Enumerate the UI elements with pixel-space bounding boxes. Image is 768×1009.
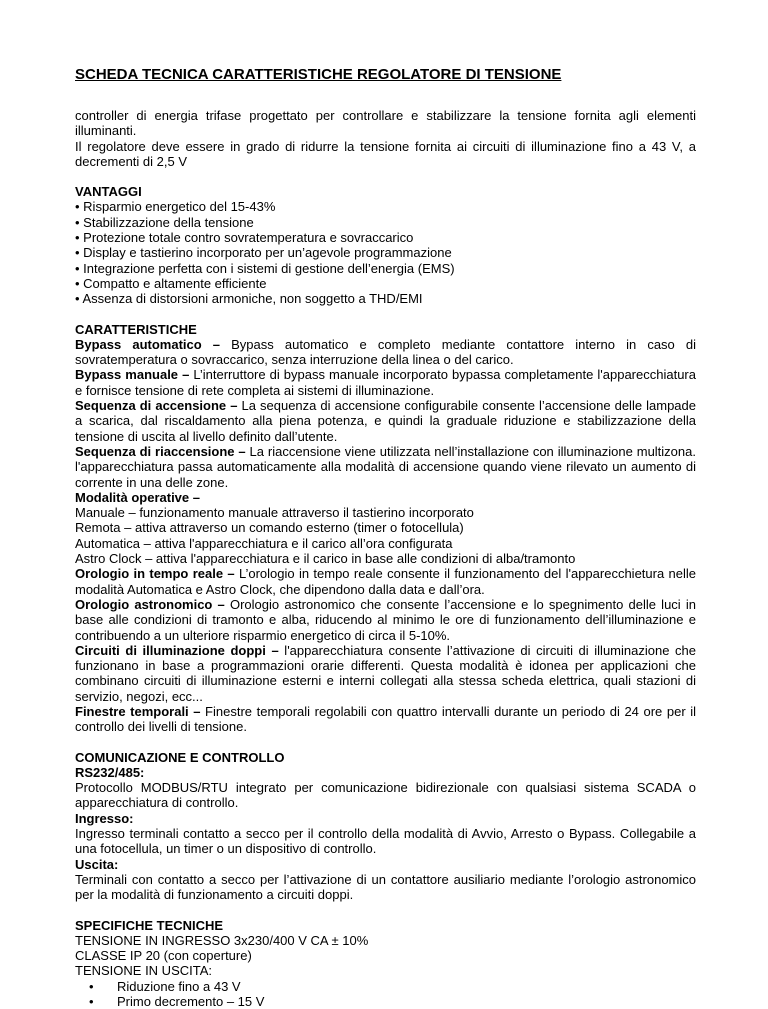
orologio-tempo-reale-paragraph bbox=[75, 566, 696, 597]
comunicazione-heading: COMUNICAZIONE E CONTROLLO bbox=[75, 749, 285, 765]
modalita-item: Automatica – attiva l'apparecchiatura e il carico all’ora configurata bbox=[75, 535, 453, 551]
document-title: SCHEDA TECNICA CARATTERISTICHE REGOLATORE DI TENSIONE bbox=[75, 66, 562, 83]
ingresso-text: Ingresso terminali contatto a secco per il controllo della modalità di Avvio, Arresto o Bypass. Collegabile a una fotocellula, un timer o un dispositivo di controllo. bbox=[75, 826, 696, 857]
circuiti-doppi-label: Circuiti di illuminazione doppi – bbox=[75, 642, 279, 658]
bypass-manuale-label: Bypass manuale – bbox=[75, 367, 190, 383]
sequenza-riaccensione-text: La riaccensione viene utilizzata nell’installazione con illuminazione multizona. l'apparecchiatura passa automaticamente alla modalità di accensione quando viene rilevato un aumento di corrente in una delle zone. bbox=[75, 443, 696, 490]
modalita-operative-label: Modalità operative – bbox=[75, 489, 200, 505]
bullet-icon: • bbox=[89, 978, 94, 994]
list-item: • Display e tastierino incorporato per un’agevole programmazione bbox=[75, 245, 452, 261]
sequenza-accensione-text: La sequenza di accensione configurabile consente l’accensione delle lampade a scarica, dal riscaldamento alla piena potenza, e quindi la graduale riduzione e stabilizzazione della tensione di uscita al livello definito dall’utente. bbox=[75, 398, 696, 444]
bypass-automatico-label: Bypass automatico – bbox=[75, 336, 221, 352]
sequenza-accensione-label: Sequenza di accensione – bbox=[75, 398, 238, 414]
finestre-temporali-label: Finestre temporali – bbox=[75, 703, 201, 719]
modalita-item: Remota – attiva attraverso un comando esterno (timer o fotocellula) bbox=[75, 520, 464, 536]
finestre-temporali-text: Finestre temporali regolabili con quattro intervalli durante un periodo di 24 ore per il controllo dei livelli di tensione. bbox=[75, 703, 696, 735]
modalita-item: Astro Clock – attiva l'apparecchiatura e il carico in base alle condizioni di alba/tramonto bbox=[75, 551, 576, 567]
sequenza-accensione-paragraph bbox=[75, 398, 696, 444]
orologio-astronomico-label: Orologio astronomico – bbox=[75, 596, 225, 612]
bypass-automatico-paragraph bbox=[75, 337, 696, 368]
orologio-tempo-reale-text: L’orologio in tempo reale consente il funzionamento del l'apparecchietura nelle modalità Automatica e Astro Clock, che dipendono dalla data e dall’ora. bbox=[75, 566, 697, 597]
list-item: • Riduzione fino a 43 V bbox=[89, 978, 241, 994]
circuiti-doppi-paragraph bbox=[75, 643, 696, 704]
rs232-text: Protocollo MODBUS/RTU integrato per comunicazione bidirezionale con qualsiasi sistema SCADA o apparecchiatura di controllo. bbox=[75, 780, 696, 811]
list-item: • Protezione totale contro sovratemperatura e sovraccarico bbox=[75, 230, 414, 246]
rs232-label: RS232/485: bbox=[75, 764, 145, 780]
orologio-astronomico-paragraph bbox=[75, 597, 696, 643]
sequenza-riaccensione-paragraph bbox=[75, 444, 696, 490]
circuiti-doppi-text: l'apparecchiatura consente l’attivazione di circuiti di illuminazione che funzionano in base a programmazioni orarie differenti. Questa modalità è idonea per applicazioni che combinano circuiti di illuminazione esterni e interni collegati alla stessa scheda elettrica, quali stazioni di servizio, negozi, ecc... bbox=[75, 642, 696, 704]
list-item: • Assenza di distorsioni armoniche, non soggetto a THD/EMI bbox=[75, 291, 423, 307]
orologio-astronomico-text: Orologio astronomico che consente l’accensione e lo spegnimento delle luci in base alle condizioni di tramonto e alba, riducendo al minimo le ore di funzionamento dell’illuminazione e contribuendo a un ulteriore risparmio energetico di circa il 5-10%. bbox=[75, 596, 697, 643]
modalita-item: Manuale – funzionamento manuale attraverso il tastierino incorporato bbox=[75, 505, 474, 521]
uscita-text: Terminali con contatto a secco per l’attivazione di un contattore ausiliario mediante l’orologio astronomico per la modalità di funzionamento a circuiti doppi. bbox=[75, 871, 696, 903]
intro-paragraph-1: controller di energia trifase progettato per controllare e stabilizzare la tensione fornita agli elementi illuminanti. bbox=[75, 108, 696, 139]
bullet-icon: • bbox=[89, 994, 94, 1009]
bypass-manuale-text: L’interruttore di bypass manuale incorporato bypassa completamente l'apparecchiatura e fornisce tensione di rete completa ai sistemi di illuminazione. bbox=[75, 367, 696, 398]
list-item: • Risparmio energetico del 15-43% bbox=[75, 199, 276, 215]
bypass-automatico-text: Bypass automatico e completo mediante contattore interno in caso di sovratemperatura o sovraccarico, senza interruzione della linea o del carico. bbox=[75, 336, 696, 368]
spec-line: TENSIONE IN INGRESSO 3x230/400 V CA ± 10% bbox=[75, 932, 369, 948]
list-item: • Primo decremento – 15 V bbox=[89, 994, 265, 1009]
vantaggi-list bbox=[75, 199, 696, 306]
specifiche-heading: SPECIFICHE TECNICHE bbox=[75, 917, 224, 933]
list-item: • Integrazione perfetta con i sistemi di gestione dell’energia (EMS) bbox=[75, 260, 455, 276]
vantaggi-heading: VANTAGGI bbox=[75, 184, 142, 200]
list-item: • Compatto e altamente efficiente bbox=[75, 275, 267, 291]
bypass-manuale-paragraph bbox=[75, 367, 696, 398]
orologio-tempo-reale-label: Orologio in tempo reale – bbox=[75, 566, 235, 582]
intro-paragraph-2: Il regolatore deve essere in grado di ridurre la tensione fornita ai circuiti di illuminazione fino a 43 V, a decrementi di 2,5 V bbox=[75, 138, 696, 169]
ingresso-label: Ingresso: bbox=[75, 810, 134, 826]
spec-line: CLASSE IP 20 (con coperture) bbox=[75, 948, 252, 964]
sequenza-riaccensione-label: Sequenza di riaccensione – bbox=[75, 443, 246, 459]
spec-line: TENSIONE IN USCITA: bbox=[75, 963, 212, 979]
uscita-label: Uscita: bbox=[75, 856, 119, 872]
caratteristiche-heading: CARATTERISTICHE bbox=[75, 321, 197, 337]
finestre-temporali-paragraph bbox=[75, 704, 696, 735]
list-item: • Stabilizzazione della tensione bbox=[75, 214, 254, 230]
